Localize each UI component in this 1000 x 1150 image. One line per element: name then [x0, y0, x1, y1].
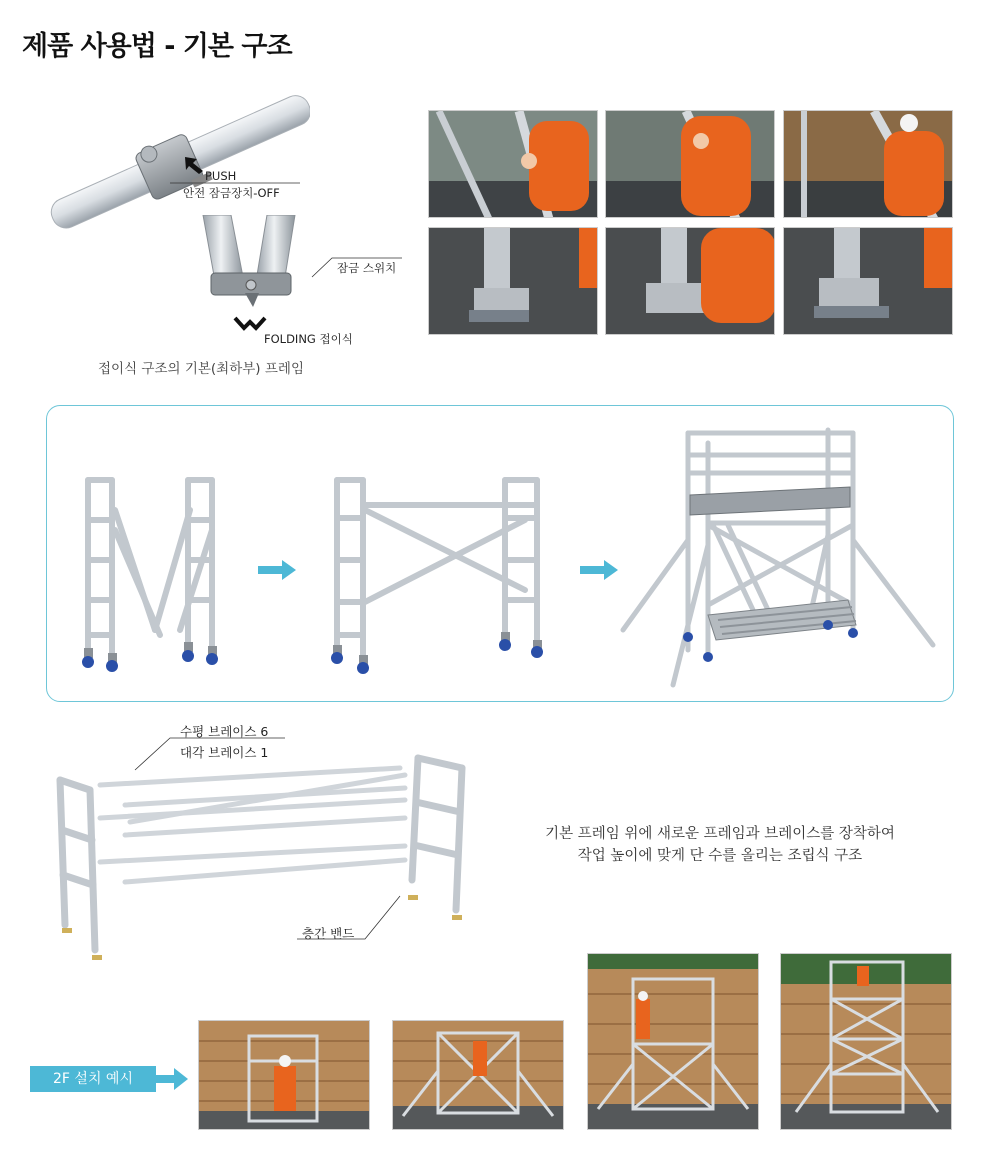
- lock-off-label: 안전 잠금장치-OFF: [183, 186, 280, 200]
- tag-arrow-icon: [156, 1068, 190, 1090]
- folding-label: FOLDING 접이식: [264, 332, 353, 346]
- label-underline: [170, 180, 310, 186]
- horizontal-brace-label: 수평 브레이스 6: [180, 724, 269, 739]
- push-arrow-icon: [183, 155, 205, 175]
- description-line-1: 기본 프레임 위에 새로운 프레임과 브레이스를 장착하여: [545, 826, 895, 842]
- install-photo-1: [198, 1020, 370, 1130]
- install-example-tag: 2F 설치 예시: [30, 1066, 156, 1092]
- unfolded-frame-illustration: [325, 470, 555, 675]
- diagonal-brace-label: 대각 브레이스 1: [180, 745, 269, 760]
- step-arrow-icon: [580, 560, 620, 580]
- assembled-tower-illustration: [618, 425, 943, 693]
- description-line-2: 작업 높이에 맞게 단 수를 올리는 조립식 구조: [577, 848, 863, 864]
- photo-unlock-3: [783, 110, 953, 218]
- assembly-description: [500, 823, 940, 867]
- photo-fold-2: [605, 227, 775, 335]
- push-label: PUSH: [205, 169, 237, 183]
- brace-assembly-illustration: [50, 750, 480, 965]
- joint-pipe-illustration: [50, 85, 310, 235]
- photo-unlock-2: [605, 110, 775, 218]
- folding-hinge-illustration: [195, 215, 315, 310]
- install-photo-2: [392, 1020, 564, 1130]
- step-arrow-icon: [258, 560, 298, 580]
- photo-fold-1: [428, 227, 598, 335]
- page-title: 제품 사용법 - 기본 구조: [22, 31, 292, 62]
- install-photo-4: [780, 953, 952, 1130]
- install-photo-3: [587, 953, 759, 1130]
- photo-unlock-1: [428, 110, 598, 218]
- lock-switch-label: 잠금 스위치: [337, 261, 397, 275]
- folding-arrows-icon: [232, 312, 268, 336]
- folding-caption: 접이식 구조의 기본(최하부) 프레임: [98, 361, 304, 377]
- band-label: 층간 밴드: [302, 926, 355, 941]
- folded-frame-illustration: [70, 470, 240, 675]
- photo-fold-3: [783, 227, 953, 335]
